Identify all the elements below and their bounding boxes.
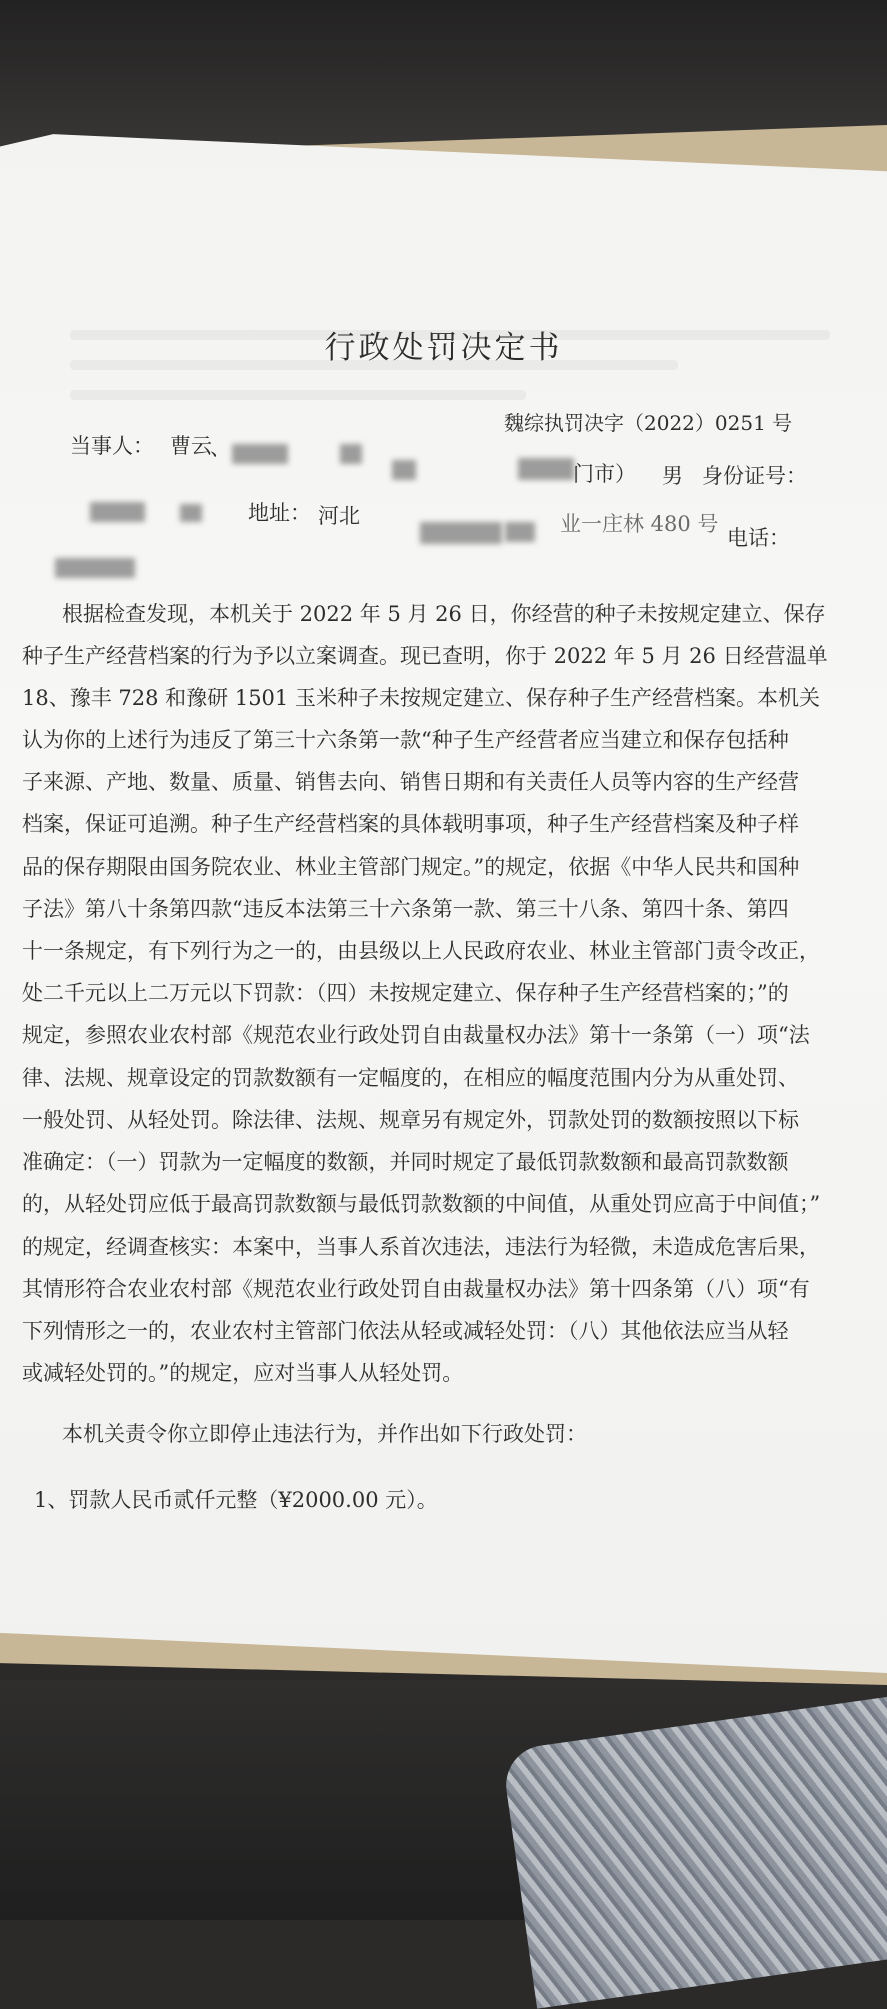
body-line: 档案，保证可追溯。种子生产经营档案的具体载明事项，种子生产经营档案及种子样 — [22, 812, 799, 836]
redaction-mask — [90, 502, 145, 522]
body-line: 十一条规定，有下列行为之一的，由县级以上人民政府农业、林业主管部门责令改正， — [22, 939, 820, 963]
body-line: 处二千元以上二万元以下罚款：（四）未按规定建立、保存种子生产经营档案的；”的 — [22, 981, 789, 1005]
redaction-mask — [232, 444, 288, 464]
redaction-mask — [505, 522, 535, 542]
address-label: 地址： — [248, 501, 311, 525]
order-line: 本机关责令你立即停止违法行为，并作出如下行政处罚： — [62, 1422, 587, 1446]
body-line: 子法》第八十条第四款“违反本法第三十六条第一款、第三十八条、第四十条、第四 — [22, 897, 789, 921]
gender: 男 — [662, 464, 683, 488]
body-line: 一般处罚、从轻处罚。除法律、法规、规章另有规定外，罚款处罚的数额按照以下标 — [22, 1108, 799, 1132]
body-line: 律、法规、规章设定的罚款数额有一定幅度的，在相应的幅度范围内分为从重处罚、 — [22, 1066, 799, 1090]
body-line: 认为你的上述行为违反了第三十六条第一款“种子生产经营者应当建立和保存包括种 — [22, 728, 789, 752]
redaction-mask — [392, 460, 416, 480]
body-line: 其情形符合农业农村部《规范农业行政处罚自由裁量权办法》第十四条第（八）项“有 — [22, 1277, 810, 1301]
body-line: 规定，参照农业农村部《规范农业行政处罚自由裁量权办法》第十一条第（一）项“法 — [22, 1023, 810, 1047]
penalty-item: 1、罚款人民币贰仟元整（¥2000.00 元）。 — [34, 1488, 438, 1512]
body-line: 的，从轻处罚应低于最高罚款数额与最低罚款数额的中间值，从重处罚应高于中间值；” — [22, 1192, 821, 1216]
party-label: 当事人： — [70, 434, 154, 458]
body-line: 种子生产经营档案的行为予以立案调查。现已查明，你于 2022 年 5 月 26 日经营温单 — [22, 644, 828, 668]
body-line: 子来源、产地、数量、质量、销售去向、销售日期和有关责任人员等内容的生产经营 — [22, 770, 799, 794]
document-title: 行政处罚决定书 — [324, 330, 563, 366]
address-value: 河北 — [318, 504, 360, 528]
body-line: 根据检查发现，本机关于 2022 年 5 月 26 日，你经营的种子未按规定建立、保存 — [62, 602, 826, 626]
body-line: 18、豫丰 728 和豫研 1501 玉米种子未按规定建立、保存种子生产经营档案。本机关 — [22, 686, 820, 710]
phone-label: 电话： — [727, 526, 790, 550]
body-line: 准确定：（一）罚款为一定幅度的数额，并同时规定了最低罚款数额和最高罚款数额 — [22, 1150, 789, 1174]
redaction-mask — [180, 504, 202, 522]
city-suffix: 门市） — [573, 462, 636, 486]
redaction-mask — [340, 444, 362, 464]
body-line: 下列情形之一的，农业农村主管部门依法从轻或减轻处罚：（八）其他依法应当从轻 — [22, 1319, 789, 1343]
party-separator: 、 — [210, 436, 231, 460]
party-name: 曹云 — [170, 434, 212, 458]
body-line: 或减轻处罚的。”的规定，应对当事人从轻处罚。 — [22, 1361, 464, 1385]
redaction-mask — [55, 558, 135, 578]
redaction-mask — [420, 522, 502, 544]
id-label: 身份证号： — [702, 464, 807, 488]
document-number: 魏综执罚决字（2022）0251 号 — [504, 411, 793, 435]
redaction-mask — [518, 458, 574, 480]
body-line: 的规定，经调查核实：本案中，当事人系首次违法，违法行为轻微，未造成危害后果， — [22, 1235, 820, 1259]
body-line: 品的保存期限由国务院农业、林业主管部门规定。”的规定，依据《中华人民共和国种 — [22, 855, 800, 879]
address-tail: 业一庄林 480 号 — [560, 512, 719, 536]
